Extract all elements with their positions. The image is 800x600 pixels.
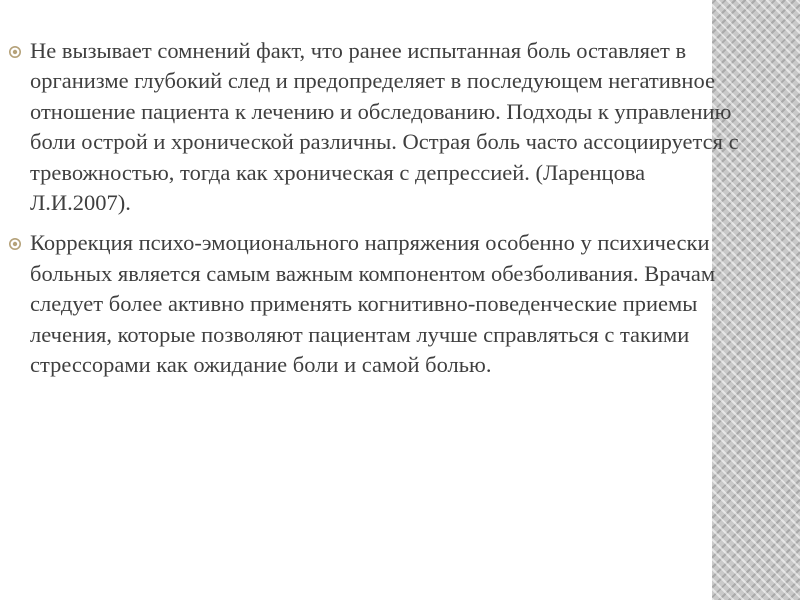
bullet-item-1 <box>8 36 746 218</box>
bullet-item-2 <box>8 228 746 380</box>
bullet-text: Не вызывает сомнений факт, что ранее испытанная боль оставляет в организме глубокий след и предопределяет в последующем негативное отношение пациента к лечению и обследованию. Подходы к управлению боли острой и хронической различны. Острая боль часто ассоциируется с тревожностью, тогда как хроническая с депрессией. (Ларенцова Л.И.2007). <box>30 38 739 216</box>
bullet-circle-icon <box>8 36 30 59</box>
bullet-text: Коррекция психо-эмоционального напряжения особенно у психически больных является самым важным компонентом обезболивания. Врачам следует более активно применять когнитивно-поведенческие приемы лечения, которые позволяют пациентам лучше справляться с такими стрессорами как ожидание боли и самой болью. <box>30 230 716 378</box>
bullet-circle-icon <box>8 228 30 251</box>
slide-content <box>8 36 746 390</box>
